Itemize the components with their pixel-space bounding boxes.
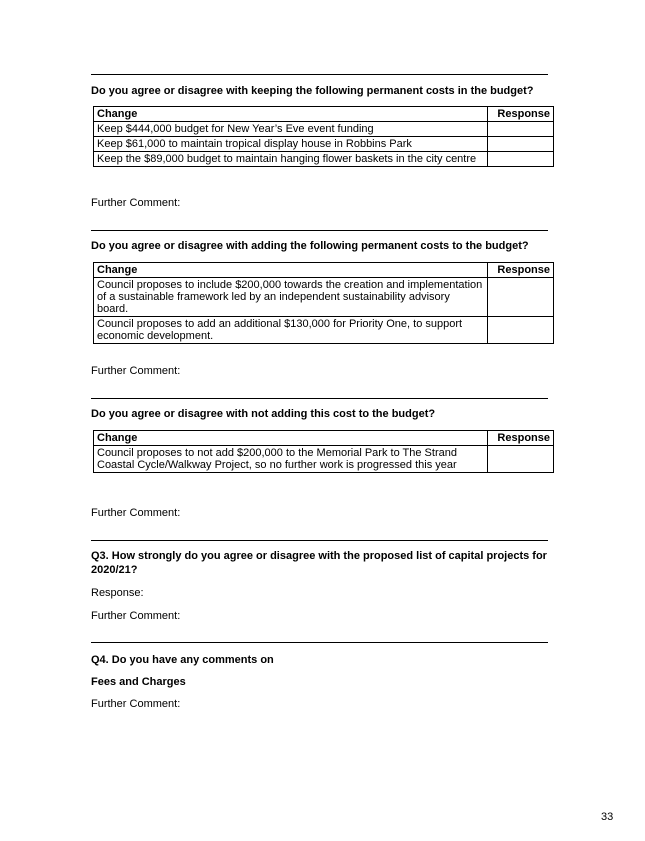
further-comment-label: Further Comment:	[91, 507, 181, 519]
keep-costs-table	[93, 106, 554, 167]
change-cell: Keep the $89,000 budget to maintain hanging flower baskets in the city centre	[94, 152, 488, 167]
page-number: 33	[601, 811, 614, 823]
divider-rule	[91, 398, 548, 399]
response-cell[interactable]	[488, 278, 554, 317]
change-cell: Council proposes to add an additional $130,000 for Priority One, to support economic development.	[94, 317, 488, 344]
not-add-cost-table	[93, 430, 554, 473]
response-column-header: Response	[488, 431, 554, 446]
response-cell[interactable]	[488, 317, 554, 344]
response-label: Response:	[91, 587, 144, 599]
divider-rule	[91, 74, 548, 75]
further-comment-label: Further Comment:	[91, 698, 181, 710]
table-row	[94, 446, 554, 473]
change-column-header: Change	[94, 431, 488, 446]
response-cell[interactable]	[488, 137, 554, 152]
table-row	[94, 317, 554, 344]
change-cell: Keep $61,000 to maintain tropical display house in Robbins Park	[94, 137, 488, 152]
add-costs-table	[93, 262, 554, 344]
fees-and-charges-heading: Fees and Charges	[91, 676, 186, 688]
further-comment-label: Further Comment:	[91, 610, 181, 622]
question-q4: Q4. Do you have any comments on	[91, 654, 274, 666]
response-cell[interactable]	[488, 446, 554, 473]
response-column-header: Response	[488, 263, 554, 278]
change-cell: Keep $444,000 budget for New Year’s Eve event funding	[94, 122, 488, 137]
question-add-costs: Do you agree or disagree with adding the following permanent costs to the budget?	[91, 240, 529, 252]
table-row	[94, 152, 554, 167]
table-header-row	[94, 263, 554, 278]
further-comment-label: Further Comment:	[91, 365, 181, 377]
change-cell: Council proposes to include $200,000 towards the creation and implementation of a sustainable framework led by an independent sustainability advisory board.	[94, 278, 488, 317]
question-not-add-cost: Do you agree or disagree with not adding this cost to the budget?	[91, 408, 436, 420]
response-column-header: Response	[488, 107, 554, 122]
table-row	[94, 137, 554, 152]
change-column-header: Change	[94, 263, 488, 278]
table-row	[94, 122, 554, 137]
change-column-header: Change	[94, 107, 488, 122]
response-cell[interactable]	[488, 152, 554, 167]
divider-rule	[91, 642, 548, 643]
further-comment-label: Further Comment:	[91, 197, 181, 209]
table-row	[94, 278, 554, 317]
table-header-row	[94, 107, 554, 122]
divider-rule	[91, 540, 548, 541]
question-keep-costs: Do you agree or disagree with keeping the following permanent costs in the budget?	[91, 85, 534, 97]
question-q3: Q3. How strongly do you agree or disagree with the proposed list of capital projects for 2020/21?	[91, 550, 547, 576]
change-cell: Council proposes to not add $200,000 to the Memorial Park to The Strand Coastal Cycle/Walkway Project, so no further work is progressed this year	[94, 446, 488, 473]
divider-rule	[91, 230, 548, 231]
response-cell[interactable]	[488, 122, 554, 137]
table-header-row	[94, 431, 554, 446]
